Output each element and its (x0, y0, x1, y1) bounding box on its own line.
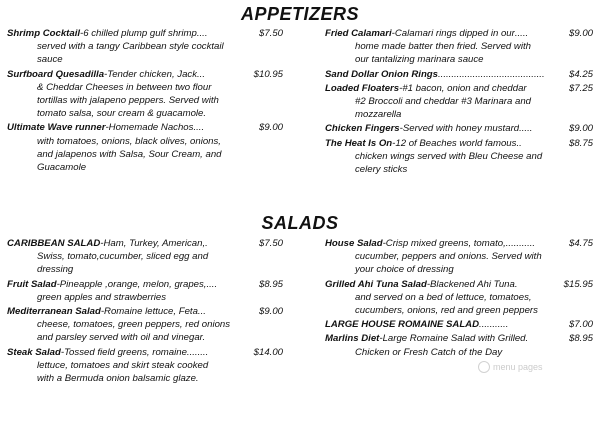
menu-item-description-line: cucumbers, onions, red and green peppers (355, 305, 538, 317)
menu-item-description-line: lettuce, tomatoes and skirt steak cooked (37, 359, 209, 371)
menu-item-leader: ... (197, 68, 206, 80)
menu-item (325, 27, 593, 67)
menu-item-description: Calamari rings dipped in our (394, 28, 515, 39)
menu-item-description: Ham, Turkey, American, (103, 238, 206, 249)
appetizers-right-column (325, 27, 593, 177)
menu-item-description-line: and served on a bed of lettuce, tomatoes, (355, 291, 532, 303)
menu-item-description: Served with honey mustard (402, 123, 520, 135)
appetizers-title: APPETIZERS (240, 4, 360, 24)
menu-item (7, 237, 283, 277)
menu-item-separator: - (399, 123, 403, 135)
menu-item-header (325, 318, 593, 331)
menu-item (325, 332, 593, 358)
menu-item-separator: - (382, 238, 386, 249)
appetizers-left-column (7, 27, 283, 175)
menu-item-leader: ..... (514, 28, 529, 39)
menu-item-description: Large Romaine Salad with Grilled (382, 333, 526, 345)
salads-title: SALADS (261, 213, 339, 233)
menu-item-name: Ultimate Wave runner (7, 122, 106, 134)
menu-item-description-line: Swiss, tomato,cucumber, sliced egg and (37, 251, 209, 263)
menu-item (7, 278, 283, 304)
watermark-text: menu pages (493, 362, 543, 372)
menu-item-name: Marlins Diet (325, 333, 380, 345)
menu-item-description: Tossed field greens, romaine (64, 346, 187, 358)
menu-item-separator: - (379, 333, 383, 345)
menu-item (325, 68, 593, 81)
menu-item-leader: .... (206, 278, 218, 290)
menu-item-price: $8.95 (568, 333, 593, 345)
menu-item-separator: - (426, 278, 431, 290)
menu-item-separator: - (104, 68, 108, 80)
menu-item-header (7, 305, 283, 318)
menu-item-description-line: and jalapenos with Salsa, Sour Cream, and (37, 148, 222, 160)
menu-item-name: Sand Dollar Onion Rings (325, 68, 438, 80)
menu-item-name: Steak Salad (7, 346, 61, 358)
menu-item-description-line: green apples and strawberries (37, 291, 167, 303)
menu-item-name: The Heat Is On (325, 137, 393, 149)
menu-item-description-line: #2 Broccoli and cheddar #3 Marinara and (355, 96, 531, 108)
menu-item (7, 346, 283, 386)
menu-item-description-line: sauce (37, 54, 63, 66)
menu-item-description-line: chicken wings served with Bleu Cheese and (355, 150, 543, 162)
menu-item-name: Fruit Salad (7, 278, 57, 290)
menu-item (325, 237, 593, 277)
menu-item (325, 318, 593, 331)
menu-item-name: Loaded Floaters (325, 82, 400, 94)
menu-item-name: Surfboard Quesadilla (7, 68, 105, 80)
menu-item-leader: .... (196, 28, 208, 39)
menu-item-name: Fried Calamari (325, 28, 392, 39)
menu-item-description: 6 chilled plump gulf shrimp (83, 28, 197, 39)
menu-item-description-line: cucumber, peppers and onions. Served with (355, 251, 542, 263)
menu-item-header (7, 278, 283, 291)
menu-item-price: $7.00 (568, 319, 593, 331)
menu-item-description-line: dressing (37, 264, 74, 276)
menu-item-header (325, 332, 593, 345)
menu-item (7, 305, 283, 345)
menu-item-description-line: your choice of dressing (355, 264, 454, 276)
menu-item-header (325, 278, 593, 291)
watermark (478, 356, 570, 378)
salads-right-column (325, 237, 593, 360)
menu-item-price: $14.00 (253, 346, 283, 358)
menu-item-price: $8.75 (568, 137, 593, 149)
menu-item-header (325, 137, 593, 150)
menu-item-leader: ..... (519, 123, 533, 135)
menu-item-separator: - (100, 238, 104, 249)
menu-item-separator: - (391, 28, 395, 39)
menu-item-header (7, 237, 283, 250)
menu-item-description: Romaine lettuce, Feta (104, 306, 198, 318)
salads-left-column (7, 237, 283, 386)
menu-item-leader: . (525, 333, 529, 345)
menu-item-name: Mediterranean Salad (7, 306, 101, 318)
menu-item-description-line: with a Bermuda onion balsamic glaze. (37, 373, 199, 385)
menu-item-name: House Salad (325, 238, 383, 249)
menu-item (325, 278, 593, 318)
menu-item-description: #1 bacon, onion and cheddar (402, 82, 527, 94)
menu-item (7, 121, 283, 174)
menu-item-description-line: home made batter then fried. Served with (355, 41, 531, 53)
menu-item-name: LARGE HOUSE ROMAINE SALAD (325, 319, 480, 331)
menu-item-description-line: tortillas with jalapeno peppers. Served with (37, 95, 219, 107)
menu-item-description-line: cheese, tomatoes, green peppers, red onions (37, 319, 231, 331)
watermark-logo-icon (478, 361, 490, 373)
menu-item-separator: - (60, 346, 65, 358)
menu-item-header (7, 121, 283, 134)
menu-item-description-line: our tantalizing marinara sauce (355, 54, 484, 66)
menu-item (325, 82, 593, 122)
menu-item-description: Blackened Ahi Tuna (430, 278, 515, 290)
menu-item-header (325, 237, 593, 250)
menu-item-price: $9.00 (568, 28, 593, 39)
menu-item-price: $7.50 (258, 28, 283, 39)
menu-item-description-line: Guacamole (37, 162, 87, 174)
menu-item (325, 137, 593, 177)
menu-item-separator: - (105, 122, 109, 134)
menu-item-price: $4.75 (568, 238, 593, 249)
menu-item-price: $8.95 (258, 278, 283, 290)
menu-item-header (325, 122, 593, 135)
menu-item-leader: ........... (479, 319, 509, 331)
menu-item-price: $7.50 (258, 238, 283, 249)
menu-item-separator: - (100, 306, 105, 318)
menu-item-leader: ... (197, 306, 206, 318)
menu-item-price: $7.25 (568, 82, 593, 94)
menu-item-name: Chicken Fingers (325, 123, 400, 135)
menu-item-description-line: and parsley served with oil and vinegar. (37, 332, 206, 344)
menu-item (7, 27, 283, 67)
menu-item-description-line: & Cheddar Cheeses in between two flour (37, 81, 212, 93)
menu-item-header (325, 68, 593, 81)
menu-item-price: $4.25 (568, 68, 593, 80)
menu-item-price: $9.00 (258, 306, 283, 318)
menu-item-description: Homemade Nachos (108, 122, 194, 134)
menu-item-description: Pineapple ,orange, melon, grapes, (59, 278, 207, 290)
menu-item (325, 122, 593, 135)
menu-item-price: $9.00 (258, 122, 283, 134)
menu-item-price: $9.00 (568, 123, 593, 135)
menu-item-leader: .. (516, 137, 522, 149)
menu-item-leader: ........... (505, 238, 536, 249)
menu-item-header (7, 27, 283, 40)
menu-item-price: $10.95 (253, 68, 283, 80)
menu-item-leader: ........ (186, 346, 209, 358)
menu-item-header (7, 346, 283, 359)
menu-item-name: Grilled Ahi Tuna Salad (325, 278, 427, 290)
menu-item-leader: .... (193, 122, 205, 134)
menu-item-description-line: tomato salsa, sour cream & guacamole. (37, 108, 207, 120)
menu-item-description-line: Chicken or Fresh Catch of the Day (355, 346, 503, 358)
menu-item-header (7, 68, 283, 81)
menu-item-separator: - (56, 278, 60, 290)
menu-item-description: Crisp mixed greens, tomato, (385, 238, 506, 249)
menu-item-leader: ........................................ (438, 68, 545, 80)
menu-item-header (325, 82, 593, 95)
menu-item-leader: . (514, 278, 518, 290)
menu-item-description: 12 of Beaches world famous (395, 137, 517, 149)
menu-item-description: Tender chicken, Jack (107, 68, 198, 80)
menu-item-description-line: mozzarella (355, 109, 402, 121)
menu-item-header (325, 27, 593, 40)
menu-item-separator: - (399, 82, 403, 94)
menu-item-description-line: celery sticks (355, 164, 408, 176)
menu-item-description-line: served with a tangy Caribbean style cocktail (37, 41, 224, 53)
menu-item-description-line: with tomatoes, onions, black olives, onions, (37, 135, 221, 147)
menu-item-separator: - (80, 28, 84, 39)
menu-item-name: Shrimp Cocktail (7, 28, 81, 39)
menu-item-leader: . (205, 238, 208, 249)
menu-item-name: CARIBBEAN SALAD (7, 238, 101, 249)
menu-item (7, 68, 283, 121)
menu-item-price: $15.95 (563, 278, 593, 290)
menu-item-separator: - (392, 137, 396, 149)
